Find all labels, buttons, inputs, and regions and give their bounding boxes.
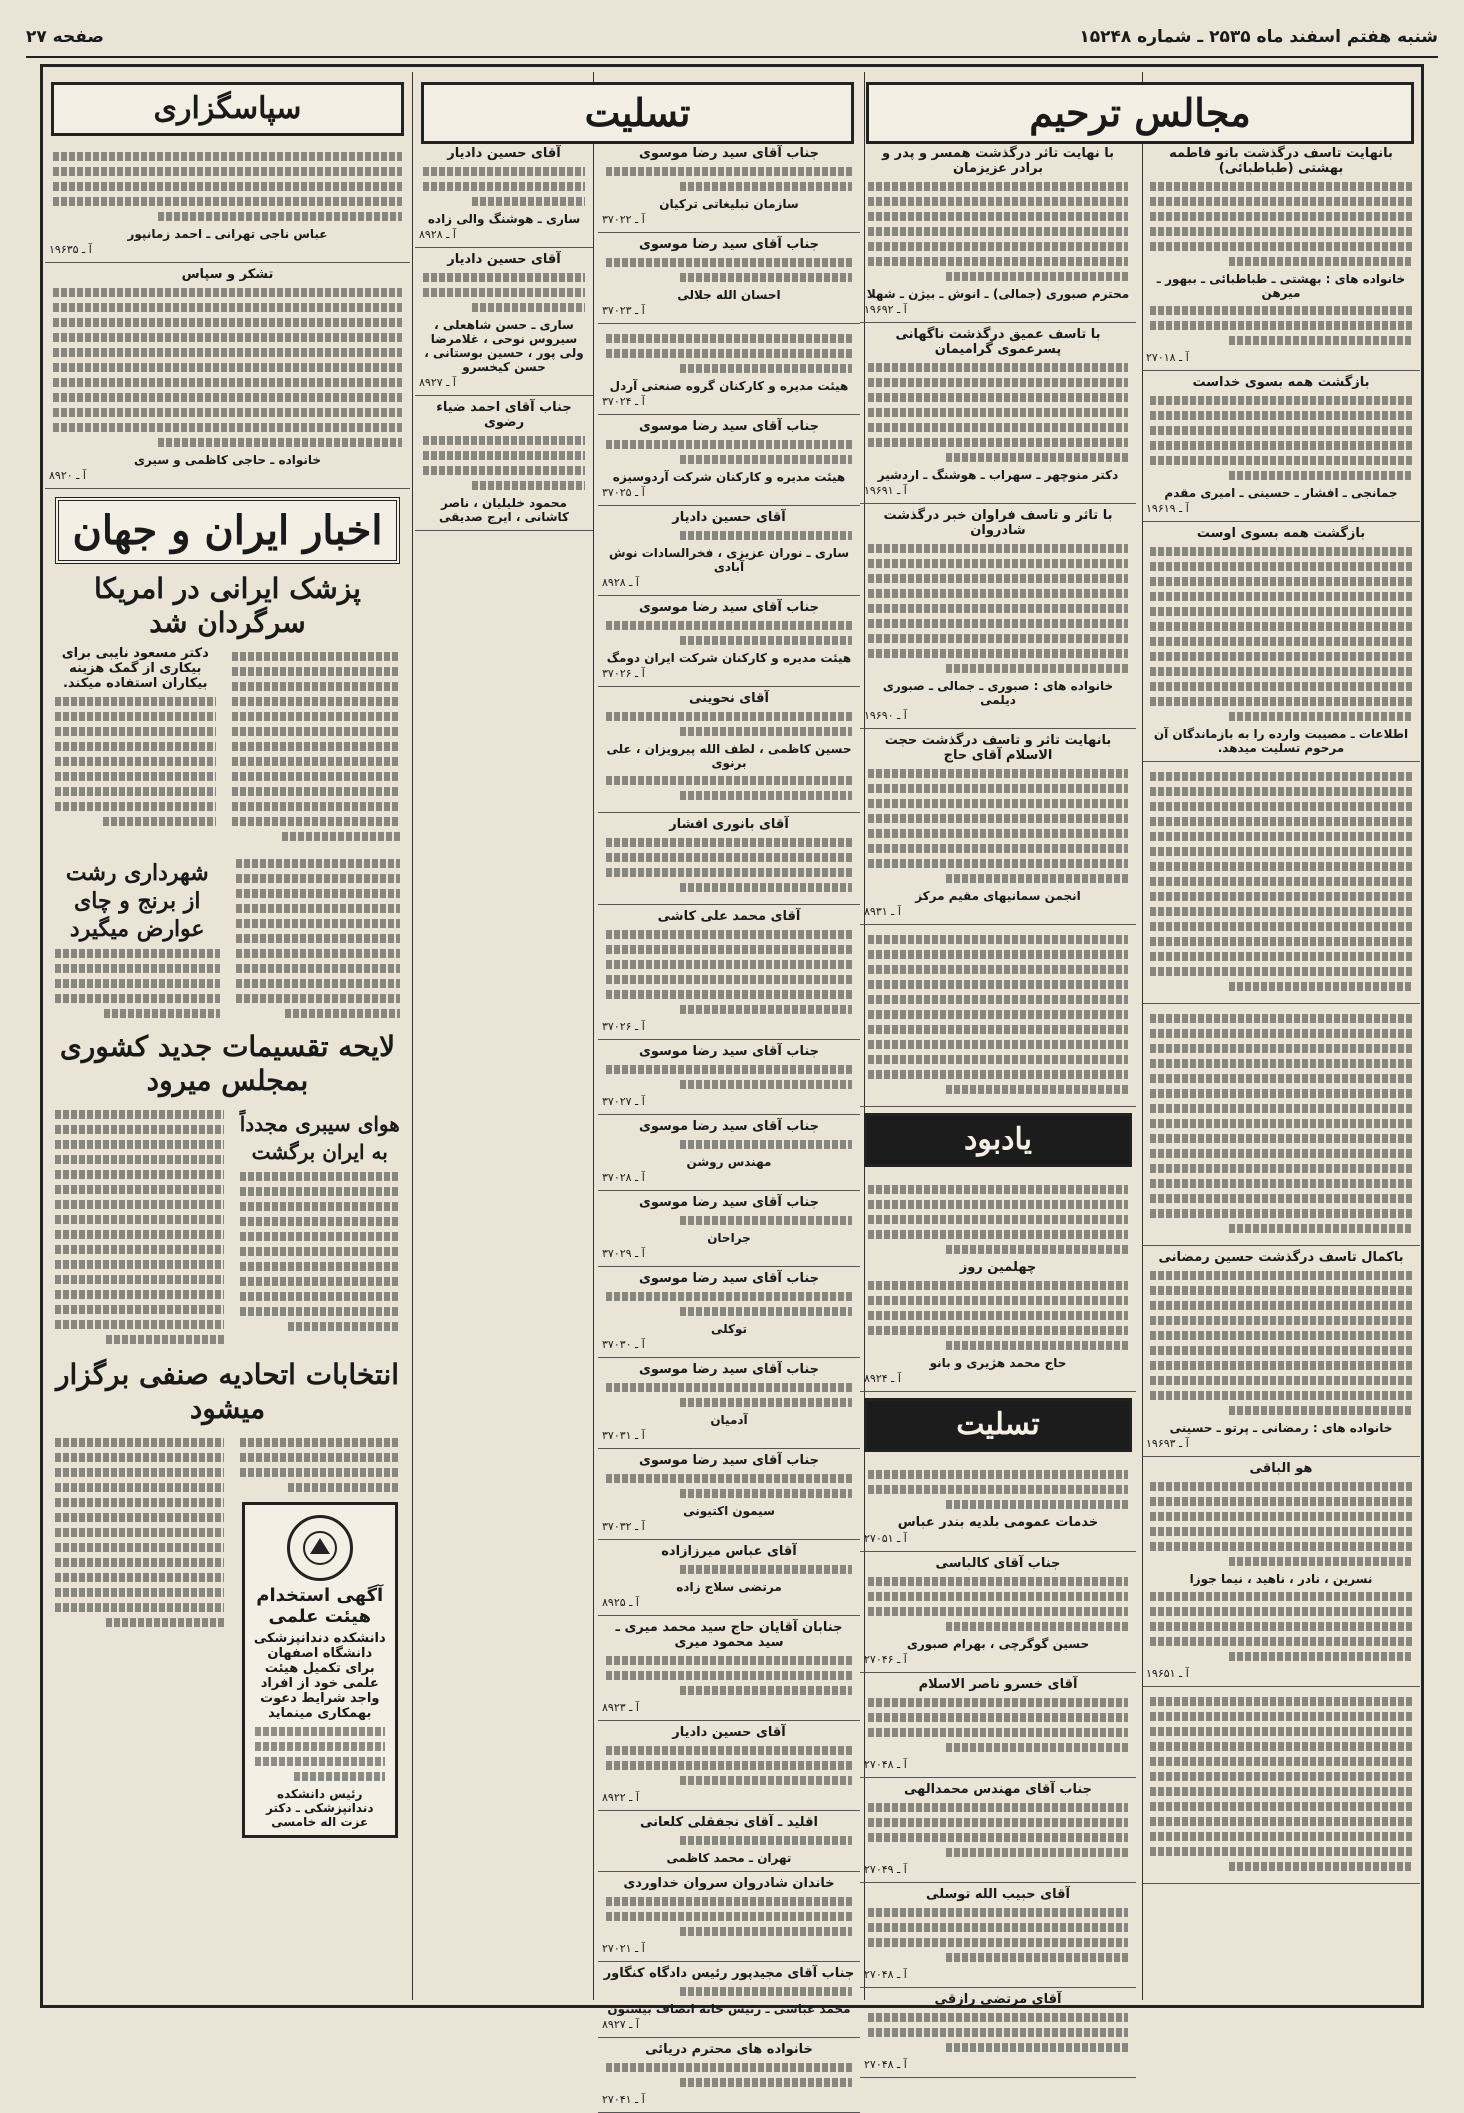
notice: اقلید ـ آقای نجفقلی کلعانی تهران ـ محمد کاظمی xyxy=(598,1811,860,1872)
notice xyxy=(860,925,1136,1107)
notice: جنابان آقایان حاج سید محمد میری ـ سید محمود میری آ ـ ۸۹۲۳ xyxy=(598,1616,860,1721)
tasliat-left-subcol xyxy=(415,142,593,2000)
notice xyxy=(1142,762,1420,1004)
notice: جناب آقای سید رضا موسوی هیئت مدیره و کارکنان شرکت ایران دومگ آ ـ ۳۷۰۲۶ xyxy=(598,596,860,687)
notice: چهلمین روز حاج محمد هژیری و بانو آ ـ ۸۹۲۴ xyxy=(860,1175,1136,1392)
notice: جناب آقای سید رضا موسوی سیمون اکتیونی آ ـ ۳۷۰۳۲ xyxy=(598,1449,860,1540)
notice xyxy=(1142,1687,1420,1884)
news-story-1 xyxy=(45,646,410,847)
yadbood-heading: یادبود xyxy=(864,1113,1132,1167)
page-header xyxy=(26,18,1438,58)
news-row-2 xyxy=(45,853,410,1024)
issue-line: شنبه هفتم اسفند ماه ۲۵۳۵ ـ شماره ۱۵۲۴۸ xyxy=(1079,27,1438,47)
notice: آقای عباس میرزازاده مرتضی سلاج زاده آ ـ ۸۹۲۵ xyxy=(598,1540,860,1616)
news-story-5 xyxy=(45,1432,410,1848)
notice: بانهایت تاثر و تاسف درگذشت حجت الاسلام آقای حاج انجمن سمانیهای مقیم مرکز آ ـ ۸۹۳۱ xyxy=(860,729,1136,925)
notice: جناب آقای سید رضا موسوی جراحان آ ـ ۳۷۰۲۹ xyxy=(598,1191,860,1267)
notice: باکمال تاسف درگذشت حسین رمضانی خانواده های : رمضانی ـ پرتو ـ حسینی آ ـ ۱۹۶۹۳ xyxy=(1142,1246,1420,1457)
majales-tarhim-section xyxy=(860,72,1420,2071)
news-story-3 xyxy=(45,1104,410,1350)
majales-tarhim-heading: مجالس ترحیم xyxy=(866,82,1414,144)
sepasgozari-heading: سپاسگزاری xyxy=(51,82,404,136)
notice: آقای نحوینی حسین کاظمی ، لطف الله پیرویزان ، علی برنوی xyxy=(598,687,860,813)
tarhim-left-subcol xyxy=(860,142,1136,2071)
notice: جناب آقای مجیدپور رئیس دادگاه کنگاور محمد عباسی ـ رئیس خانه انصاف بیستون آ ـ ۸۹۲۷ xyxy=(598,1962,860,2038)
tasliat-heading: تسلیت xyxy=(421,82,854,144)
notice: جناب آقای سید رضا موسوی مهندس روشن آ ـ ۳۷۰۲۸ xyxy=(598,1115,860,1191)
news-headline: انتخابات اتحادیه صنفی برگزار میشود xyxy=(55,1358,400,1425)
notice: جناب آقای سید رضا موسوی آدمیان آ ـ ۳۷۰۳۱ xyxy=(598,1358,860,1449)
notice: آقای حسین دادیار ساری ـ هوشنگ والی زاده آ ـ ۸۹۲۸ xyxy=(415,142,593,248)
notice: جناب آقای سید رضا موسوی سازمان تبلیغاتی ترکیان آ ـ ۳۷۰۲۲ xyxy=(598,142,860,233)
notice: جناب آقای کالباسی حسین گوگرچی ، بهرام صبوری آ ـ ۲۷۰۴۶ xyxy=(860,1552,1136,1673)
notice: خاندان شادروان سروان خداوردی آ ـ ۲۷۰۲۱ xyxy=(598,1872,860,1962)
notice: آقای حسین دادیار ساری ـ حسن شاهعلی ، سیروس نوحی ، غلامرضا ولی پور ، حسین بوستانی ، حسن کیخسرو آ ـ ۸۹۲۷ xyxy=(415,248,593,396)
notice: خانواده های محترم دریائی آ ـ ۲۷۰۴۱ xyxy=(598,2038,860,2113)
notice: عباس ناجی تهرانی ـ احمد زمانپور آ ـ ۱۹۶۳۵ xyxy=(45,142,410,263)
news-headline: هوای سیبری مجدداً به ایران برگشت xyxy=(239,1112,400,1164)
notice: آقای بانوری افشار xyxy=(598,813,860,905)
notice: تشکر و سپاس خانواده ـ حاجی کاظمی و سیری آ ـ ۸۹۲۰ xyxy=(45,263,410,489)
notice: خدمات عمومی بلدیه بندر عباس آ ـ ۲۷۰۵۱ xyxy=(860,1460,1136,1552)
notice: با نهایت تاثر درگذشت همسر و پدر و برادر عزیزمان محترم صبوری (جمالی) ـ انوش ـ بیژن ـ شهلا آ ـ ۱۹۶۹۲ xyxy=(860,142,1136,323)
notice: جناب آقای سید رضا موسوی توکلی آ ـ ۳۷۰۳۰ xyxy=(598,1267,860,1358)
notice: جناب آقای مهندس محمدالهی آ ـ ۲۷۰۴۹ xyxy=(860,1778,1136,1883)
notice: جناب آقای سید رضا موسوی آ ـ ۳۷۰۲۷ xyxy=(598,1040,860,1115)
news-headline: لایحه تقسیمات جدید کشوری بمجلس میرود xyxy=(59,1030,396,1097)
news-headline: پزشک ایرانی در امریکا سرگردان شد xyxy=(94,572,361,639)
university-emblem-icon xyxy=(287,1515,353,1581)
notice xyxy=(1142,1004,1420,1246)
tasliat-right-subcol xyxy=(598,142,860,2106)
column-rule xyxy=(412,72,413,2000)
tasliat-2-heading: تسلیت xyxy=(864,1398,1132,1452)
notice: آقای حبیب الله توسلی آ ـ ۲۷۰۴۸ xyxy=(860,1883,1136,1988)
notice: جناب آقای سید رضا موسوی احسان الله جلالی آ ـ ۳۷۰۲۳ xyxy=(598,233,860,324)
notice: آقای مرتضی رازقی آ ـ ۲۷۰۴۸ xyxy=(860,1988,1136,2078)
job-ad xyxy=(242,1502,399,1838)
notice: آقای خسرو ناصر الاسلام آ ـ ۲۷۰۴۸ xyxy=(860,1673,1136,1778)
tarhim-right-subcol xyxy=(1142,142,1420,2000)
notice: بازگشت همه بسوی اوست اطلاعات ـ مصیبت وارده را به بازماندگان آن مرحوم تسلیت میدهد. xyxy=(1142,522,1420,762)
notice: هو الباقی نسرین ، نادر ، ناهید ، نیما جوزا آ ـ ۱۹۶۵۱ xyxy=(1142,1457,1420,1687)
notice: با تاثر و تاسف فراوان خبر درگذشت شادروان خانواده های : صبوری ـ جمالی ـ صبوری دیلمی آ ـ ۱۹۶۹۰ xyxy=(860,504,1136,729)
notice: هیئت مدیره و کارکنان گروه صنعتی آردل آ ـ ۳۷۰۲۴ xyxy=(598,324,860,415)
notice: آقای حسین دادیار آ ـ ۸۹۲۲ xyxy=(598,1721,860,1811)
page-number: صفحه ۲۷ xyxy=(26,27,104,47)
news-subhead: دکتر مسعود نایبی برای بیکاری از گمک هزینه بیکاران استفاده میکند. xyxy=(61,646,209,691)
akhbar-masthead: اخبار ایران و جهان xyxy=(55,497,400,564)
notice: بانهایت تاسف درگذشت بانو فاطمه بهشتی (طباطبائی) خانواده های : بهشتی ـ طباطبائی ـ ببهور ـ میرهن آ ـ ۲۷۰۱۸ xyxy=(1142,142,1420,371)
ad-title: آگهی استخدام هیئت علمی xyxy=(256,1585,384,1627)
notice: جناب آقای سید رضا موسوی هیئت مدیره و کارکنان شرکت آردوسیزه آ ـ ۳۷۰۲۵ xyxy=(598,415,860,506)
ad-signature: رئیس دانشکده دندانپزشکی ـ دکتر عزت اله خامسی xyxy=(266,1787,374,1829)
ad-subtitle: دانشکده دندانپزشکی دانشگاه اصفهان برای تکمیل هیئت علمی خود از افراد واجد شرایط دعوت بهمکاری مینماید xyxy=(253,1631,386,1721)
notice: جناب آقای احمد ضیاء رضوی محمود خلیلیان ، ناصر کاشانی ، ایرج صدیقی xyxy=(415,396,593,531)
news-headline: شهرداری رشت از برنج و چای عوارض میگیرد xyxy=(65,860,209,942)
notice: با تاسف عمیق درگذشت ناگهانی پسرعموی گرامیمان دکتر منوچهر ـ سهراب ـ هوشنگ ـ اردشیر آ ـ ۱۹۶۹۱ xyxy=(860,323,1136,504)
notice: بازگشت همه بسوی خداست جمانجی ـ افشار ـ حسینی ـ امیری مقدم آ ـ ۱۹۶۱۹ xyxy=(1142,371,1420,522)
tasliat-section xyxy=(415,72,860,2106)
notice: آقای حسین دادیار ساری ـ نوران عزیزی ، فخرالسادات نوش آبادی آ ـ ۸۹۲۸ xyxy=(598,506,860,596)
left-section xyxy=(45,72,410,2000)
notice: آقای محمد علی کاشی آ ـ ۳۷۰۲۶ xyxy=(598,905,860,1040)
